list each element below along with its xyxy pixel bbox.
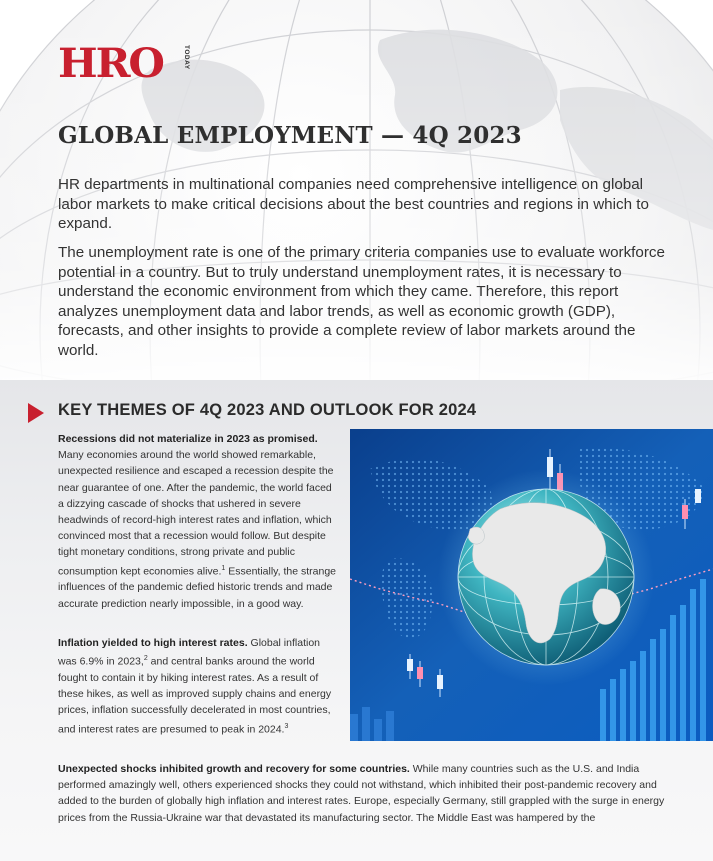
intro-paragraph-1: HR departments in multinational companies need comprehensive intelligence on global labor markets to make critical decisions about the best countries and regions in which to expand. [58,176,649,233]
shocks-text: While many countries such as the U.S. and India performed amazingly well, others experienced shocks they could not withstand, which inhibited their post-pandemic recovery and added to the burden of globally high inflation and interest rates. Europe, especially Germany, still grappled with the surge in energy prices from the Russia-Ukraine war that devastated its manufacturing sector. The Middle East was hampered by the [58,763,665,824]
intro-paragraph-2: The unemployment rate is one of the primary criteria companies use to evaluate workforce potential in a country. But to truly understand unemployment rates, it is necessary to understand the economic environment from which they came. Therefore, this report analyzes unemployment data and labor trends, as well as economic growth (GDP), forecasts, and other insights to provide a complete review of labor markets around the world. [58,244,665,359]
hro-today-logo [58,42,198,86]
shocks-lead: Unexpected shocks inhibited growth and recovery for some countries. [58,763,410,775]
logo-hro-text: HRO [58,40,163,87]
recessions-lead: Recessions did not materialize in 2023 as promised. [58,433,318,445]
section-title: KEY THEMES OF 4Q 2023 AND OUTLOOK FOR 2024 [58,401,477,419]
inflation-text-b: and central banks around the world fought to contain it by hiking interest rates. As a result of these hikes, as well as improved supply chains and energy prices, inflation successfully decelerated in most countries, and interest rates are presumed to peak in 2024. [58,655,332,736]
themes-paragraph-shocks [58,761,678,826]
inflation-lead: Inflation yielded to high interest rates. [58,637,248,649]
footnote-1: 1 [221,564,226,572]
inflation-text-a: Global inflation was 6.9% in 2023, [58,637,321,668]
logo-today-text: TODAY [183,45,190,70]
themes-paragraph-recessions [58,431,338,612]
themes-paragraph-inflation [58,635,338,737]
footnote-3: 3 [284,722,289,730]
page-title: GLOBAL EMPLOYMENT — 4Q 2023 [58,122,522,149]
recessions-text-b: Essentially, the strange influences of the pandemic defied historic trends and made accurate prediction nearly impossible, in a good way. [58,565,337,610]
recessions-text-a: Many economies around the world showed remarkable, unexpected resilience and escaped a recession despite the near guarantee of one. After the pandemic, the world faced a dizzying cascade of shocks that ushered in severe headwinds of record-high interest rates and inflation, which convinced most that a recession would follow. But despite tight monetary conditions, strong private and public consumption kept economies alive. [58,449,334,578]
section-arrow-icon [26,402,46,424]
globe-market-photo [350,429,713,741]
footnote-2: 2 [143,655,148,663]
